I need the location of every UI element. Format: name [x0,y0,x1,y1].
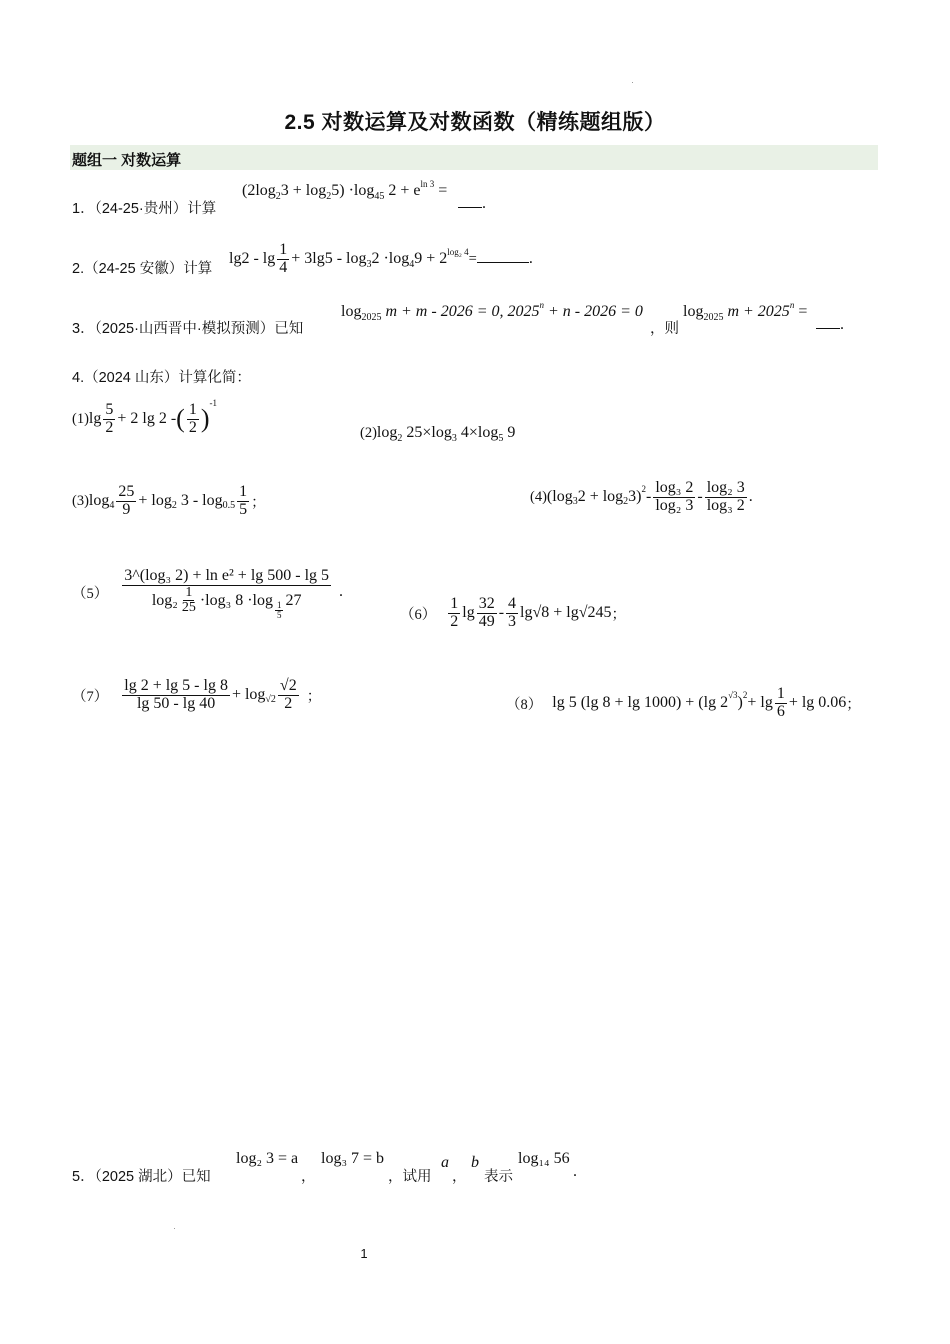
q4-part-8: （8） lg 5 (lg 8 + lg 1000) + (lg 2 √3 ) 2 + lg $\frac{1}{6}$ + lg 0.06 ； [506,685,861,720]
decorative-dot [632,82,633,83]
q5-given-a: log₂ 3 = a [236,1150,299,1167]
page-number: 1 [360,1246,368,1261]
q5-try: ，试用 [388,1169,432,1185]
q4-part-7: （7） $\frac{\lg 2 + \lg 5 - \lg 8}{\lg 50 - \lg 40}$ + log √2 $\frac{√2}{2}$ ； [72,677,322,712]
q3-condition: $\log_{2025} m + m - 2026 = 0$, $2025^n + n - 2026 = 0$ [341,300,643,323]
q5-end: . [573,1163,577,1180]
q4-part-6: （6） $\frac{1}{2}$ lg $\frac{32}{49}$ - $\frac{4}{3}$ lg√8 + lg√245 ； [400,595,627,630]
q1-answer-blank: . [458,195,486,213]
q5-comma-2: ， [452,1169,467,1185]
decorative-dot [174,1228,175,1229]
q5-target: log₁₄ 56 [518,1150,570,1167]
q3-then: ，则 [650,321,679,337]
question-1: 1．（24-25·贵州）计算 [72,201,217,217]
q4-part-3: (3) log 4 $\frac{25}{9}$ + log 2 3 - log 0.5 $\frac{1}{5}$ ； [72,483,266,518]
question-4: 4.（2024 山东）计算化简： [72,370,251,386]
q2-expression: lg2 - lg $\frac{1}{4}$ + $3\lg 5 - \log_32 \cdot\log_49 + 2^{log_2 4}=$ . [229,241,533,276]
question-2: 2.（24-25 安徽）计算 [72,261,213,277]
q4-part-4: (4) (log 3 2 + log 2 3) 2 - $\frac{\text{log₃ 2}}{\text{log₂ 3}}$ - $\frac{\text{log₂ 3}}{\text{log₃ 2}}$ . [530,479,753,514]
q4-part-1: (1) lg $\frac{5}{2}$ + 2 lg 2 - ( $\frac{1}{2}$ ) -1 [72,398,218,436]
q5-var-a: a [441,1154,449,1171]
q5-given-b: log₃ 7 = b [321,1150,385,1167]
section-header: 题组一 对数运算 [70,145,878,170]
q5-express: 表示 [484,1169,513,1185]
page-title: 2.5 对数运算及对数函数（精练题组版） [284,111,666,134]
question-3: 3．（2025·山西晋中·模拟预测）已知 [72,321,304,337]
question-5: 5．（2025 湖北）已知 [72,1169,211,1185]
q5-comma: ， [301,1169,316,1185]
q3-answer-blank: . [816,316,844,334]
q5-var-b: b [471,1154,479,1171]
q1-expression: $(2\log_23 + \log_25) \cdot\log_{45}$ $2 + e^{ln 3}$ = [242,179,448,202]
q3-target: $\log_{2025} m + 2025^n$ = [683,300,808,323]
q4-part-5: （5） 3^(log₃ 2) + ln e² + lg 500 - lg 5 log₂ $\frac{1}{25}$ ·log₃ 8 ·log $\frac{1}{5}$ 27 . [72,567,344,621]
q4-part-2: $(2)\log_2$ $25\times\log_3$ $4\times\log_5$ 9 [360,424,516,444]
